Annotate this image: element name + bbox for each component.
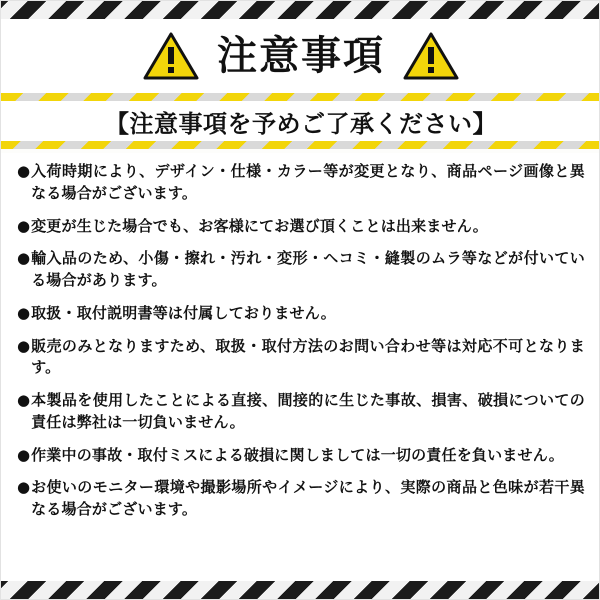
bullet-icon: ● [17, 478, 31, 497]
subtitle-text: 【注意事項を予めご了承ください】 [105, 109, 497, 138]
bullet-icon: ● [17, 249, 31, 268]
bullet-icon: ● [17, 336, 31, 355]
note-text: 入荷時期により、デザイン・仕様・カラー等が変更となり、商品ページ画像と異なる場合がございます。 [31, 162, 585, 202]
bullet-icon: ● [17, 216, 31, 235]
warning-triangle-icon [143, 31, 199, 81]
bullet-icon: ● [17, 445, 31, 464]
note-text: 輸入品のため、小傷・擦れ・汚れ・変形・ヘコミ・縫製のムラ等などが付いている場合があります。 [31, 249, 585, 289]
list-item [17, 445, 585, 467]
note-text: 作業中の事故・取付ミスによる破損に関しましては一切の責任を負いません。 [31, 445, 564, 464]
hazard-stripe-bottom [1, 581, 600, 599]
list-item [17, 390, 585, 434]
list-item [17, 216, 585, 238]
bullet-icon: ● [17, 303, 31, 322]
bullet-icon: ● [17, 162, 31, 180]
notes-list [1, 153, 600, 583]
bullet-icon: ● [17, 391, 31, 409]
list-item [17, 336, 585, 380]
hazard-stripe-top [1, 1, 600, 19]
warning-triangle-icon-right [403, 31, 459, 81]
subtitle-band [1, 93, 600, 149]
note-text: 変更が生じた場合でも、お客様にてお選び頂くことは出来ません。 [31, 216, 488, 235]
title-band [1, 19, 600, 93]
note-text: お使いのモニター環境や撮影場所やイメージにより、実際の商品と色味が若干異なる場合がございます。 [31, 478, 585, 518]
list-item [17, 161, 585, 205]
note-text: 販売のみとなりますため、取扱・取付方法のお問い合わせ等は対応不可となります。 [31, 336, 585, 377]
note-text: 取扱・取付説明書等は付属しておりません。 [31, 303, 336, 322]
subtitle-inner [1, 101, 600, 141]
list-item [17, 303, 585, 325]
page-title: 注意事項 [217, 33, 385, 79]
list-item [17, 477, 585, 521]
note-text: 本製品を使用したことによる直接、間接的に生じた事故、損害、破損についての責任は弊社は一切負いません。 [31, 391, 585, 431]
list-item [17, 248, 585, 292]
